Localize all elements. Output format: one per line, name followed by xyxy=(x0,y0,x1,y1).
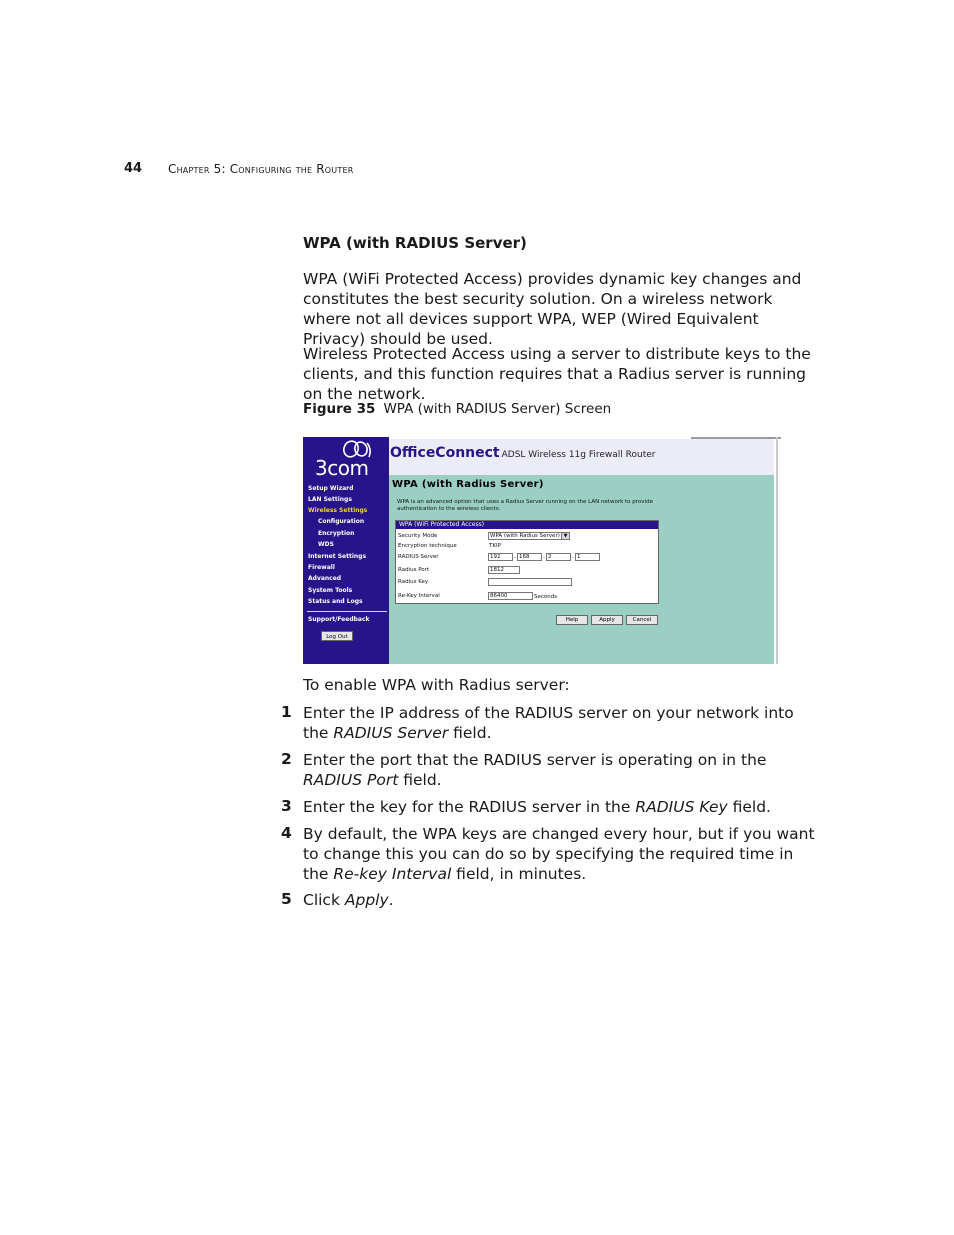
paragraph-radius-intro: Wireless Protected Access using a server to distribute keys to the clients, and this function requires that a Radius server is running on the network. xyxy=(303,345,811,403)
step-number: 3 xyxy=(281,797,292,815)
nav-setup-wizard[interactable]: Setup Wizard xyxy=(308,485,354,492)
router-page-title: WPA (with Radius Server) xyxy=(392,479,544,490)
radius-key-input[interactable] xyxy=(488,578,572,586)
figure-caption-text: WPA (with RADIUS Server) Screen xyxy=(383,401,612,417)
security-mode-select[interactable] xyxy=(488,532,570,540)
step-text-post: field. xyxy=(448,724,492,742)
step-number: 2 xyxy=(281,750,292,768)
encryption-technique-label: Encryption technique xyxy=(398,543,457,549)
nav-wds[interactable]: WDS xyxy=(318,541,334,548)
step-text-post: field. xyxy=(398,771,442,789)
nav-encryption[interactable]: Encryption xyxy=(318,530,355,537)
ip-separator: . xyxy=(572,553,574,560)
router-sidebar xyxy=(303,437,389,664)
step-text-pre: Enter the IP address of the RADIUS server on your network into the xyxy=(303,704,794,742)
rekey-interval-input[interactable]: 86400 xyxy=(488,592,533,600)
page-number: 44 xyxy=(124,161,143,176)
logout-button[interactable]: Log Out xyxy=(321,631,353,641)
step-text-post: . xyxy=(388,891,394,909)
encryption-technique-value: TKIP xyxy=(489,543,501,549)
step-text-emphasis: Apply xyxy=(344,891,389,909)
step-text-pre: Enter the port that the RADIUS server is operating on in the xyxy=(303,751,767,769)
cancel-button[interactable]: Cancel xyxy=(626,615,658,625)
rekey-interval-label: Re-Key Interval xyxy=(398,593,440,599)
help-button[interactable]: Help xyxy=(556,615,588,625)
step-text xyxy=(303,750,823,790)
apply-button[interactable]: Apply xyxy=(591,615,623,625)
chevron-down-icon[interactable]: ▼ xyxy=(561,533,569,539)
radius-port-label: Radius Port xyxy=(398,567,430,573)
router-page-description: WPA is an advanced option that uses a Radius Server running on the LAN network to provide authentication to the wireless clients. xyxy=(397,499,653,512)
step-text-emphasis: RADIUS Key xyxy=(635,798,728,816)
brand-subtitle: ADSL Wireless 11g Firewall Router xyxy=(501,450,656,460)
nav-configuration[interactable]: Configuration xyxy=(318,518,365,525)
radius-ip-octet-2[interactable]: 168 xyxy=(517,553,542,561)
paragraph-wpa-intro: WPA (WiFi Protected Access) provides dynamic key changes and constitutes the best security solution. On a wireless network where not all devices support WPA, WEP (Wired Equivalent Privacy) should be used. xyxy=(303,270,802,348)
step-text-emphasis: RADIUS Port xyxy=(303,771,399,789)
nav-firewall[interactable]: Firewall xyxy=(308,564,335,571)
radius-ip-octet-1[interactable]: 192 xyxy=(488,553,513,561)
step-text-emphasis: Re-key Interval xyxy=(333,865,452,883)
nav-internet-settings[interactable]: Internet Settings xyxy=(308,553,367,560)
section-heading: WPA (with RADIUS Server) xyxy=(303,234,527,252)
ip-separator: . xyxy=(543,553,545,560)
step-text xyxy=(303,890,823,910)
step-text xyxy=(303,824,823,884)
step-text xyxy=(303,703,823,743)
radius-ip-octet-4[interactable]: 1 xyxy=(575,553,600,561)
screenshot-right-border xyxy=(776,437,778,664)
step-text-pre: Enter the key for the RADIUS server in the xyxy=(303,798,636,816)
step-text xyxy=(303,797,823,817)
radius-server-label: RADIUS Server xyxy=(398,554,439,560)
rekey-interval-unit: Seconds xyxy=(534,594,558,600)
step-text-pre: By default, the WPA keys are changed every hour, but if you want to change this you can do so by specifying the required time in the xyxy=(303,825,815,883)
nav-lan-settings[interactable]: LAN Settings xyxy=(308,496,352,503)
step-number: 4 xyxy=(281,824,292,842)
ip-separator: . xyxy=(514,553,516,560)
chapter-title: Chapter 5: Configuring the Router xyxy=(168,162,354,176)
radius-ip-octet-3[interactable]: 2 xyxy=(546,553,571,561)
nav-divider xyxy=(307,611,387,612)
step-text-pre: Click xyxy=(303,891,345,909)
figure-caption xyxy=(303,401,611,417)
security-mode-value: WPA (with Radius Server) xyxy=(490,533,560,539)
router-screenshot xyxy=(303,437,781,664)
step-text-post: field, in minutes. xyxy=(451,865,587,883)
step-number: 5 xyxy=(281,890,292,908)
nav-wireless-settings[interactable]: Wireless Settings xyxy=(308,507,368,514)
step-number: 1 xyxy=(281,703,292,721)
radius-port-input[interactable]: 1812 xyxy=(488,566,520,574)
step-text-emphasis: RADIUS Server xyxy=(333,724,449,742)
brand-title xyxy=(390,445,655,461)
steps-intro: To enable WPA with Radius server: xyxy=(303,676,570,694)
step-text-post: field. xyxy=(727,798,771,816)
figure-number: Figure 35 xyxy=(303,401,376,417)
security-mode-label: Security Mode xyxy=(398,533,438,539)
wpa-form-header: WPA (WiFi Protected Access) xyxy=(396,521,658,529)
radius-key-label: Radius Key xyxy=(398,579,429,585)
3com-logo-text: 3com xyxy=(315,456,369,480)
nav-status-and-logs[interactable]: Status and Logs xyxy=(308,598,363,605)
brand-name: OfficeConnect xyxy=(390,445,500,461)
nav-support-feedback[interactable]: Support/Feedback xyxy=(308,616,370,623)
nav-system-tools[interactable]: System Tools xyxy=(308,587,353,594)
nav-advanced[interactable]: Advanced xyxy=(308,575,342,582)
wpa-form-panel xyxy=(395,520,659,604)
